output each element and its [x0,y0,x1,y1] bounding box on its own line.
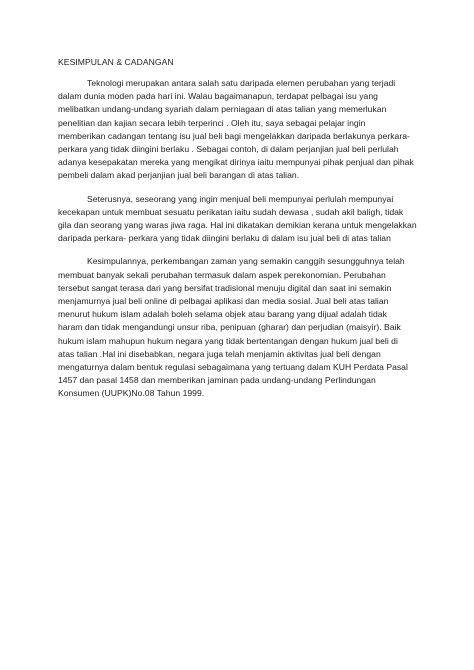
text-line: memberikan cadangan tentang isu jual beli bagi mengelakkan daripada berlakunya perkara- [58,130,410,141]
text-line: menjamurnya jual beli online di pelbagai aplikasi dan media sosial. Jual beli atas talian [58,296,389,307]
text-line: pembeli dalam akad perjanjian jual beli barangan di atas talian. [58,170,300,181]
text-line: tersebut sangat terasa dari yang bersifat tradisional menuju digital dan saat ini semakin [58,282,392,293]
document-body [58,57,420,411]
text-line: Seterusnya, seseorang yang ingin menjual beli mempunyai perlulah mempunyai [87,193,394,204]
text-line: adanya kesepakatan mereka yang mengikat dirinya iaitu mempunyai pihak penjual dan pihak [58,157,414,168]
text-line: penelitian dan kajian secara lebih terperinci . Oleh itu, saya sebagai pelajar ingin [58,117,366,128]
paragraph-2 [58,193,420,246]
text-line: mengaturnya dalam bentuk regulasi sebagaimana yang tertuang dalam KUH Perdata Pasal [58,362,408,373]
text-line: Teknologi merupakan antara salah satu daripada elemen perubahan yang terjadi [87,78,396,88]
text-line: membuat banyak sekali perubahan termasuk dalam aspek perekonomian. Perubahan [58,269,386,280]
text-line: Konsumen (UUPK)No.08 Tahun 1999. [58,388,205,399]
text-line: kecekapan untuk membuat sesuatu perikatan iaitu sudah dewasa , sudah akil baligh, tidak [58,206,404,217]
paragraph-3 [58,255,420,400]
text-line: perkara yang tidak diingini berlaku . Sebagai contoh, di dalam perjanjian jual beli perlulah [58,144,399,155]
text-line: melibatkan undang-undang syariah dalam perniagaan di atas talian yang memerlukan [58,104,387,115]
paragraph-1 [58,77,420,183]
text-line: hukum islam mahupun hukum negara yang tidak bertentangan dengan hukum jual beli di [58,335,398,346]
text-line: daripada perkara- perkara yang tidak diingini berlaku di dalam isu jual beli di atas talian [58,233,391,244]
text-line: menurut hukum islam adalah boleh selama objek atau barang yang dijual adalah tidak [58,309,387,320]
text-line: gila dan seorang yang waras jiwa raga. Hal ini dikatakan demikian kerana untuk mengelakkan [58,220,417,231]
text-line: dalam dunia moden pada hari ini. Walau bagaimanapun, terdapat pelbagai isu yang [58,91,378,102]
text-line: 1457 dan pasal 1458 dan memberikan jaminan pada undang-undang Perlindungan [58,375,376,386]
text-line: atas talian .Hal ini disebabkan, negara juga telah menjamin aktivitas jual beli dengan [58,348,381,359]
text-line: haram dan tidak mengandungi unsur riba, penipuan (gharar) dan perjudian (maisyir). Baik [58,322,401,333]
section-heading: KESIMPULAN & CADANGAN [58,57,174,67]
text-line: Kesimpulannya, perkembangan zaman yang semakin canggih sesungguhnya telah [87,256,405,267]
